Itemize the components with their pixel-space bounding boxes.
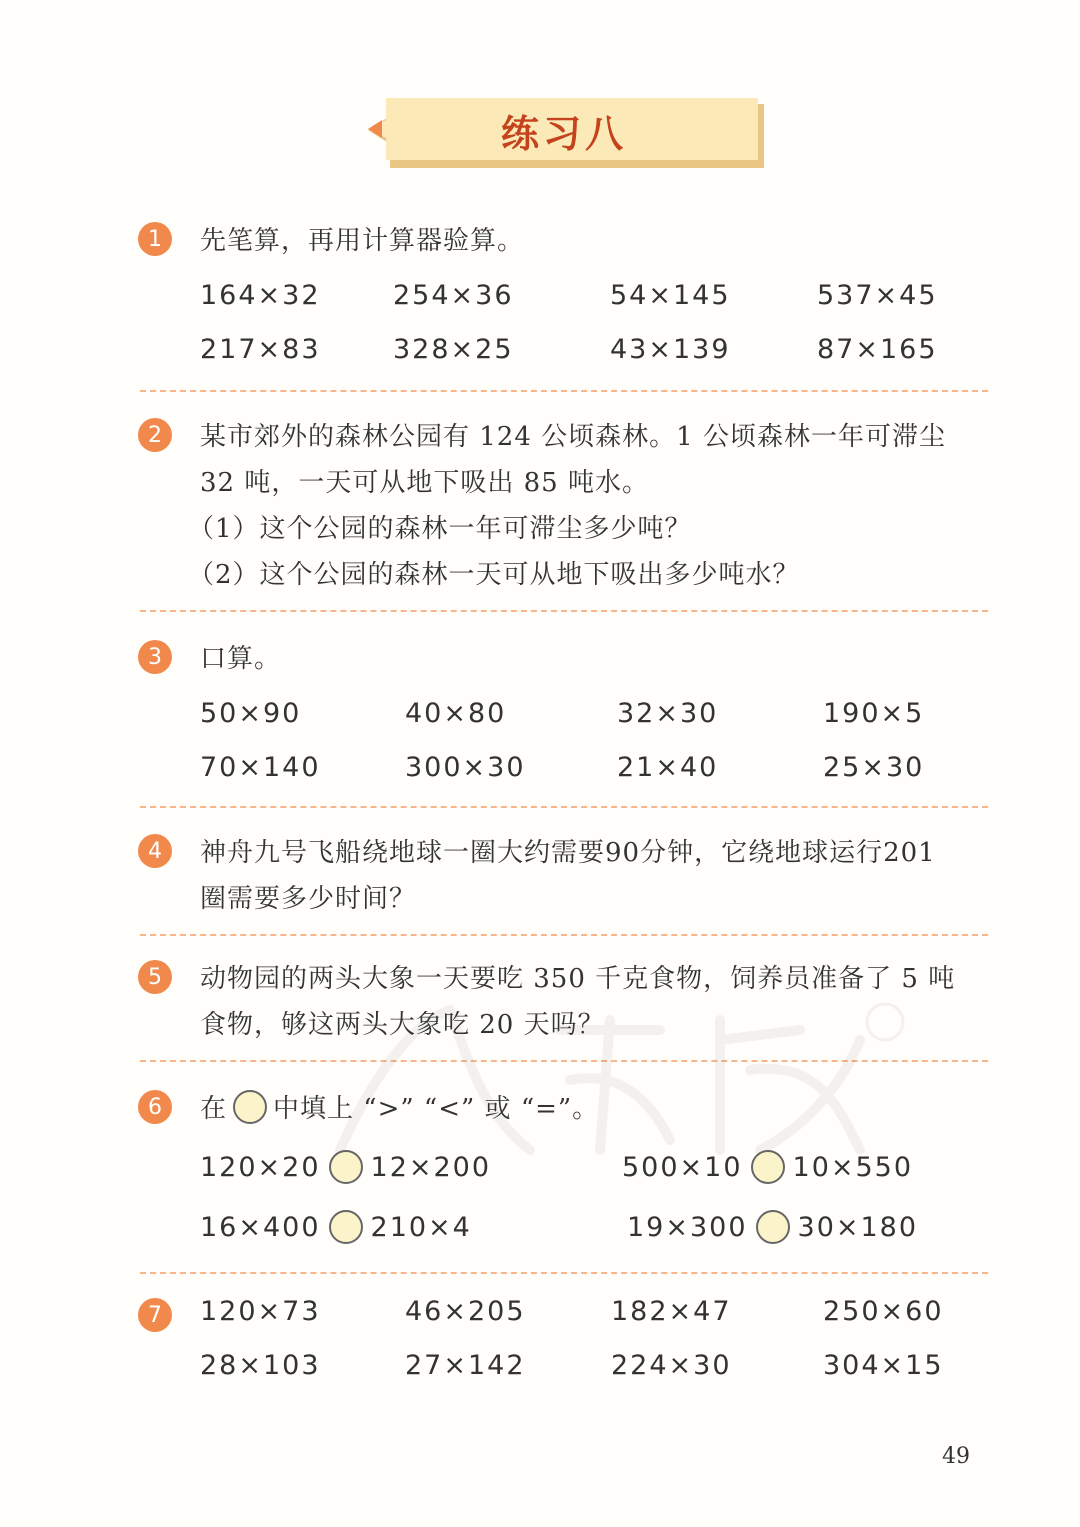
answer-circle[interactable] <box>756 1210 790 1244</box>
comparison-right: 12×200 <box>370 1151 492 1183</box>
q7-row1-item: 46×205 <box>405 1296 526 1327</box>
question-1-prompt: 先笔算，再用计算器验算。 <box>200 226 525 256</box>
q1-row1-item: 537×45 <box>817 280 938 311</box>
q7-row2-item: 28×103 <box>200 1350 321 1381</box>
q3-row1-item: 190×5 <box>823 698 925 729</box>
q1-row2-item: 87×165 <box>817 334 938 365</box>
comparison-left: 19×300 <box>627 1211 748 1243</box>
question-4-number: 4 <box>138 834 172 868</box>
q7-row2-item: 224×30 <box>611 1350 732 1381</box>
comparison-left: 120×20 <box>200 1151 321 1183</box>
comparison-left: 16×400 <box>200 1211 321 1243</box>
answer-circle[interactable] <box>751 1150 785 1184</box>
q1-row2-item: 217×83 <box>200 334 321 365</box>
comparison-right: 30×180 <box>797 1211 919 1243</box>
q3-row2-item: 21×40 <box>617 752 719 783</box>
q1-row1-item: 254×36 <box>393 280 514 311</box>
question-6-prompt <box>200 1088 599 1125</box>
question-1-number: 1 <box>138 222 172 256</box>
section-divider <box>140 934 988 936</box>
comparison-item <box>200 1210 472 1244</box>
answer-circle-icon <box>233 1090 267 1124</box>
q1-row1-item: 164×32 <box>200 280 321 311</box>
answer-circle[interactable] <box>329 1150 363 1184</box>
question-5-number: 5 <box>138 960 172 994</box>
page-title: 练习八 <box>500 111 627 156</box>
section-divider <box>140 1272 988 1274</box>
q7-row1-item: 250×60 <box>823 1296 944 1327</box>
question-6-prompt-before: 在 <box>200 1094 228 1124</box>
comparison-item <box>200 1150 491 1184</box>
question-2-sub1: （1）这个公园的森林一年可滞尘多少吨？ <box>188 514 692 544</box>
section-divider <box>140 390 988 392</box>
answer-circle[interactable] <box>329 1210 363 1244</box>
question-6-number: 6 <box>138 1090 172 1124</box>
q1-row1-item: 54×145 <box>610 280 731 311</box>
publisher-watermark <box>300 1000 920 1160</box>
q3-row2-item: 25×30 <box>823 752 925 783</box>
question-7-number: 7 <box>138 1298 172 1332</box>
q3-row1-item: 40×80 <box>405 698 507 729</box>
comparison-item <box>622 1150 913 1184</box>
question-2-sub2: （2）这个公园的森林一天可从地下吸出多少吨水？ <box>188 560 800 590</box>
section-divider <box>140 610 988 612</box>
question-5-line2: 食物，够这两头大象吃 20 天吗？ <box>200 1010 605 1040</box>
q3-row1-item: 50×90 <box>200 698 302 729</box>
section-divider <box>140 806 988 808</box>
question-2-number: 2 <box>138 418 172 452</box>
page-number: 49 <box>942 1444 970 1469</box>
question-3-number: 3 <box>138 640 172 674</box>
question-4-line1: 神舟九号飞船绕地球一圈大约需要90分钟，它绕地球运行201 <box>200 838 936 868</box>
title-banner <box>368 98 760 162</box>
q7-row1-item: 120×73 <box>200 1296 321 1327</box>
comparison-right: 10×550 <box>792 1151 914 1183</box>
comparison-right: 210×4 <box>370 1211 472 1243</box>
comparison-item <box>627 1210 918 1244</box>
q1-row2-item: 43×139 <box>610 334 731 365</box>
question-3-prompt: 口算。 <box>200 644 282 674</box>
q7-row1-item: 182×47 <box>611 1296 732 1327</box>
question-4-line2: 圈需要多少时间？ <box>200 884 417 914</box>
question-5-line1: 动物园的两头大象一天要吃 350 千克食物，饲养员准备了 5 吨 <box>200 964 956 994</box>
q3-row1-item: 32×30 <box>617 698 719 729</box>
question-2-line1: 某市郊外的森林公园有 124 公顷森林。1 公顷森林一年可滞尘 <box>200 422 946 452</box>
q1-row2-item: 328×25 <box>393 334 514 365</box>
q7-row2-item: 27×142 <box>405 1350 526 1381</box>
q3-row2-item: 70×140 <box>200 752 321 783</box>
comparison-left: 500×10 <box>622 1151 743 1183</box>
q7-row2-item: 304×15 <box>823 1350 944 1381</box>
question-6-prompt-after: 中填上 “>” “<” 或 “=”。 <box>273 1094 600 1124</box>
question-2-line2: 32 吨，一天可从地下吸出 85 吨水。 <box>200 468 649 498</box>
q3-row2-item: 300×30 <box>405 752 526 783</box>
